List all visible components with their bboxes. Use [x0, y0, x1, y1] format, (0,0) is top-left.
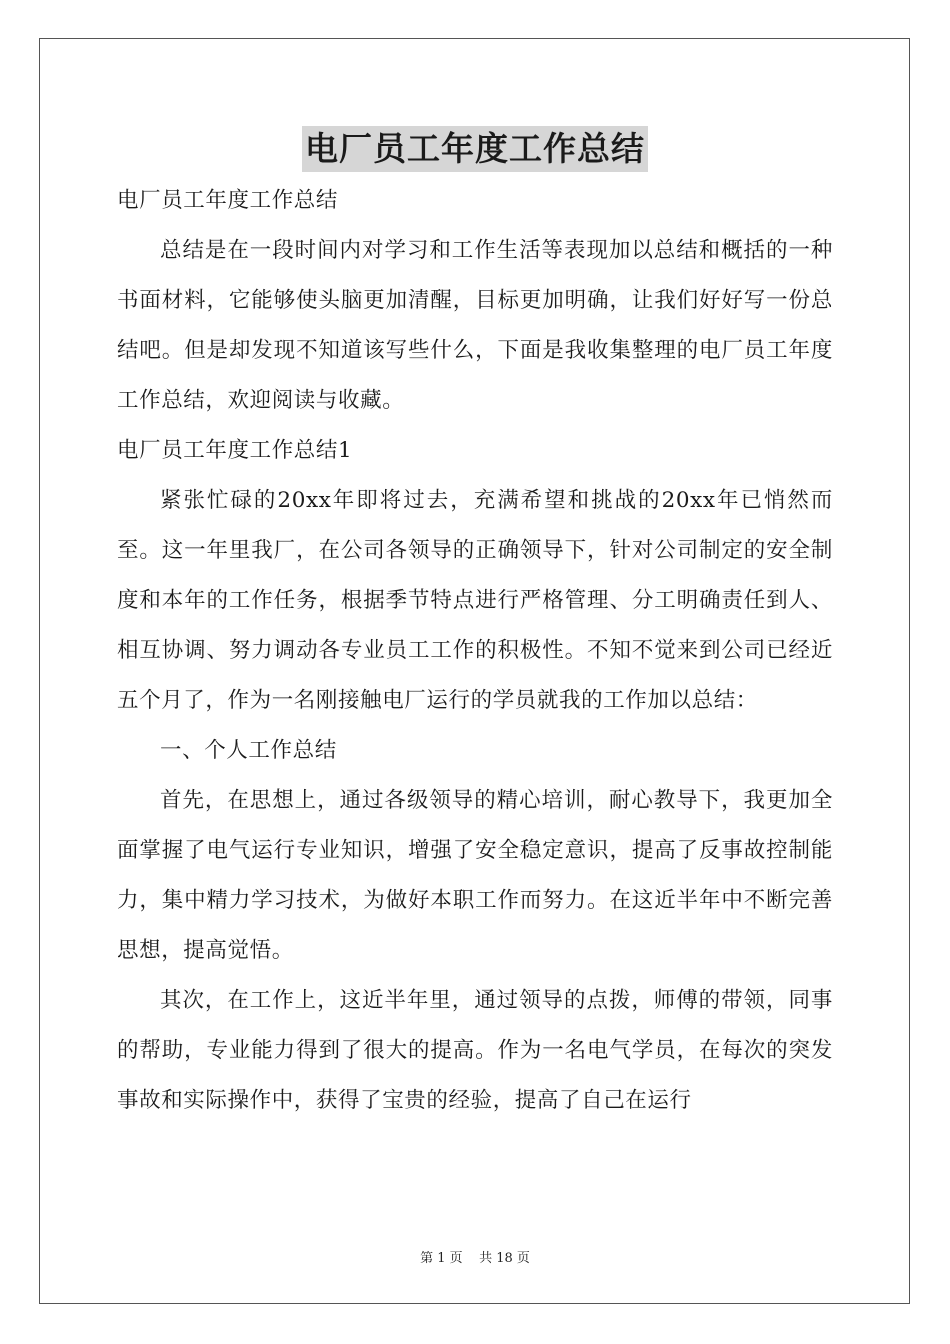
body-paragraph: 其次，在工作上，这近半年里，通过领导的点拨，师傅的带领，同事的帮助，专业能力得到了很大的提高。作为一名电气学员，在每次的突发事故和实际操作中，获得了宝贵的经验，提高了自己在运行 [117, 988, 833, 1113]
document-title [0, 122, 950, 176]
intro-paragraph: 总结是在一段时间内对学习和工作生活等表现加以总结和概括的一种书面材料，它能够使头脑更加清醒，目标更加明确，让我们好好写一份总结吧。但是却发现不知道该写些什么，下面是我收集整理的电厂员工年度工作总结，欢迎阅读与收藏。 [117, 238, 833, 413]
section-heading: 电厂员工年度工作总结1 [117, 438, 353, 463]
body-paragraph: 首先，在思想上，通过各级领导的精心培训，耐心教导下，我更加全面掌握了电气运行专业知识，增强了安全稳定意识，提高了反事故控制能力，集中精力学习技术，为做好本职工作而努力。在这近半年中不断完善思想，提高觉悟。 [117, 788, 833, 963]
subsection-heading: 一、个人工作总结 [160, 738, 337, 763]
page-number-footer: 第 1 页 共 18 页 [420, 1251, 530, 1266]
document-body [117, 176, 833, 1126]
subtitle-line: 电厂员工年度工作总结 [117, 188, 339, 213]
body-paragraph: 紧张忙碌的20xx年即将过去，充满希望和挑战的20xx年已悄然而至。这一年里我厂，在公司各领导的正确领导下，针对公司制定的安全制度和本年的工作任务，根据季节特点进行严格管理、分工明确责任到人、相互协调、努力调动各专业员工工作的积极性。不知不觉来到公司已经近五个月了，作为一名刚接触电厂运行的学员就我的工作加以总结： [117, 488, 833, 713]
document-title-text: 电厂员工年度工作总结 [302, 126, 648, 172]
